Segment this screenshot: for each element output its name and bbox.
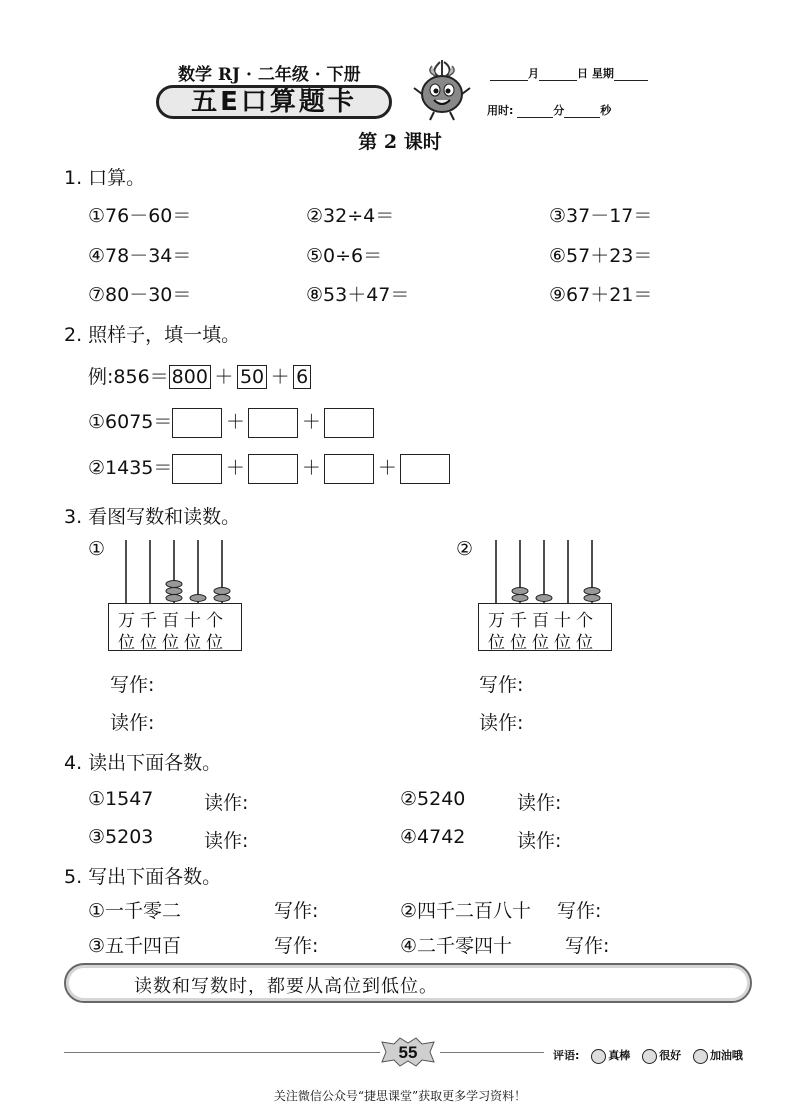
lesson-title: 第 2 课时 — [358, 131, 442, 153]
answer-box[interactable] — [324, 454, 374, 484]
abacus-bead — [512, 588, 528, 595]
q5-write-label: 写作: — [565, 935, 610, 957]
abacus-bead — [584, 595, 600, 602]
answer-box[interactable] — [248, 454, 298, 484]
q1-item: ⑤0÷6＝ — [306, 245, 383, 267]
q1-item: ①76－60＝ — [88, 205, 192, 227]
plus-sign: ＋ — [225, 457, 245, 479]
month-label: 月 — [528, 67, 539, 80]
weekday-blank[interactable] — [614, 68, 648, 81]
footer-note: 关注微信公众号“捷思课堂”获取更多学习资料！ — [273, 1089, 527, 1103]
abacus-2-place-box — [478, 603, 612, 651]
minute-label: 分 — [553, 104, 565, 117]
rating-option: 很好 — [659, 1049, 682, 1062]
place-suffix: 位位位位位 — [488, 633, 598, 653]
answer-box[interactable] — [248, 408, 298, 438]
abacus-bead — [214, 595, 230, 602]
plus-sign: ＋ — [270, 366, 290, 388]
book-banner: 五E口算题卡 — [156, 85, 392, 119]
q1-item: ⑥57＋23＝ — [549, 245, 653, 267]
q5-number: ①一千零二 — [88, 900, 182, 922]
q2-item-2 — [88, 453, 450, 484]
q2-item-prefix: ①6075＝ — [88, 411, 173, 433]
q5-number: ③五千四百 — [88, 935, 182, 957]
example-prefix: 例:856＝ — [88, 366, 169, 388]
happy-face-icon — [591, 1049, 606, 1064]
q1-item: ②32÷4＝ — [306, 205, 395, 227]
q4-number: ①1547 — [88, 788, 154, 810]
q2-item-1 — [88, 407, 374, 438]
tip-text: 读数和写数时，都要从高位到低位。 — [134, 976, 438, 997]
abacus-bead — [166, 588, 182, 595]
q4-read-label: 读作: — [204, 830, 249, 852]
q5-title: 5. 写出下面各数。 — [64, 866, 222, 888]
place-names: 万千百十个 — [488, 611, 598, 631]
answer-box[interactable] — [172, 454, 222, 484]
example-part: 800 — [169, 365, 211, 389]
q1-title: 1. 口算。 — [64, 167, 146, 189]
q5-number: ②四千二百八十 — [400, 900, 532, 922]
rating-label: 评语: — [553, 1049, 580, 1062]
plus-sign: ＋ — [301, 457, 321, 479]
abacus-2-read: 读作: — [479, 712, 524, 734]
q1-item: ④78－34＝ — [88, 245, 192, 267]
page-number-badge — [380, 1036, 436, 1068]
page-number: 55 — [398, 1043, 418, 1062]
abacus-2-write: 写作: — [479, 674, 524, 696]
q5-write-label: 写作: — [274, 900, 319, 922]
q2-example — [88, 362, 311, 389]
q4-read-label: 读作: — [517, 830, 562, 852]
q2-title: 2. 照样子，填一填。 — [64, 324, 241, 346]
cheer-face-icon — [693, 1049, 708, 1064]
smile-face-icon — [642, 1049, 657, 1064]
abacus-1-rods — [106, 538, 246, 604]
q3-title: 3. 看图写数和读数。 — [64, 506, 241, 528]
footer-rule-left — [64, 1052, 380, 1053]
q5-write-label: 写作: — [557, 900, 602, 922]
abacus-bead — [166, 595, 182, 602]
abacus-2-rods — [476, 538, 616, 604]
rating-row — [553, 1047, 743, 1064]
abacus-bead — [214, 588, 230, 595]
abacus-2-label: ② — [456, 538, 474, 560]
time-label: 用时: — [487, 104, 514, 117]
q4-number: ③5203 — [88, 826, 154, 848]
q1-item: ⑨67＋21＝ — [549, 284, 653, 306]
q5-number: ④二千零四十 — [400, 935, 513, 957]
q5-write-label: 写作: — [274, 935, 319, 957]
q1-item: ⑧53＋47＝ — [306, 284, 410, 306]
abacus-1-place-box — [108, 603, 242, 651]
weekday-label: 星期 — [591, 67, 614, 80]
abacus-bead — [190, 595, 206, 602]
q4-read-label: 读作: — [204, 792, 249, 814]
q1-item: ⑦80－30＝ — [88, 284, 192, 306]
footer-rule-right — [440, 1052, 544, 1053]
minute-blank[interactable] — [517, 105, 553, 118]
answer-box[interactable] — [324, 408, 374, 438]
example-part: 6 — [293, 365, 311, 389]
answer-box[interactable] — [400, 454, 450, 484]
q4-number: ②5240 — [400, 788, 466, 810]
abacus-bead — [536, 595, 552, 602]
plus-sign: ＋ — [225, 411, 245, 433]
abacus-1-write: 写作: — [110, 674, 155, 696]
day-label: 日 — [577, 67, 588, 80]
answer-box[interactable] — [172, 408, 222, 438]
abacus-bead — [584, 588, 600, 595]
q4-read-label: 读作: — [517, 792, 562, 814]
rating-option: 真棒 — [608, 1049, 631, 1062]
month-blank[interactable] — [490, 68, 528, 81]
place-names: 万千百十个 — [118, 611, 228, 631]
plus-sign: ＋ — [377, 457, 397, 479]
book-subject: 数学 RJ · 二年级 · 下册 — [178, 65, 361, 85]
plus-sign: ＋ — [301, 411, 321, 433]
time-line — [487, 102, 611, 118]
q1-item: ③37－17＝ — [549, 205, 653, 227]
q2-item-prefix: ②1435＝ — [88, 457, 173, 479]
abacus-1-read: 读作: — [110, 712, 155, 734]
abacus-1-label: ① — [88, 538, 106, 560]
q4-number: ④4742 — [400, 826, 466, 848]
plus-sign: ＋ — [214, 366, 234, 388]
rating-option: 加油哦 — [709, 1049, 743, 1062]
q4-title: 4. 读出下面各数。 — [64, 752, 222, 774]
example-part: 50 — [237, 365, 267, 389]
abacus-bead — [512, 595, 528, 602]
date-line — [490, 65, 648, 81]
day-blank[interactable] — [539, 68, 577, 81]
radish-mascot-icon — [410, 58, 474, 122]
second-blank[interactable] — [564, 105, 600, 118]
abacus-bead — [166, 581, 182, 588]
place-suffix: 位位位位位 — [118, 633, 228, 653]
second-label: 秒 — [600, 104, 612, 117]
